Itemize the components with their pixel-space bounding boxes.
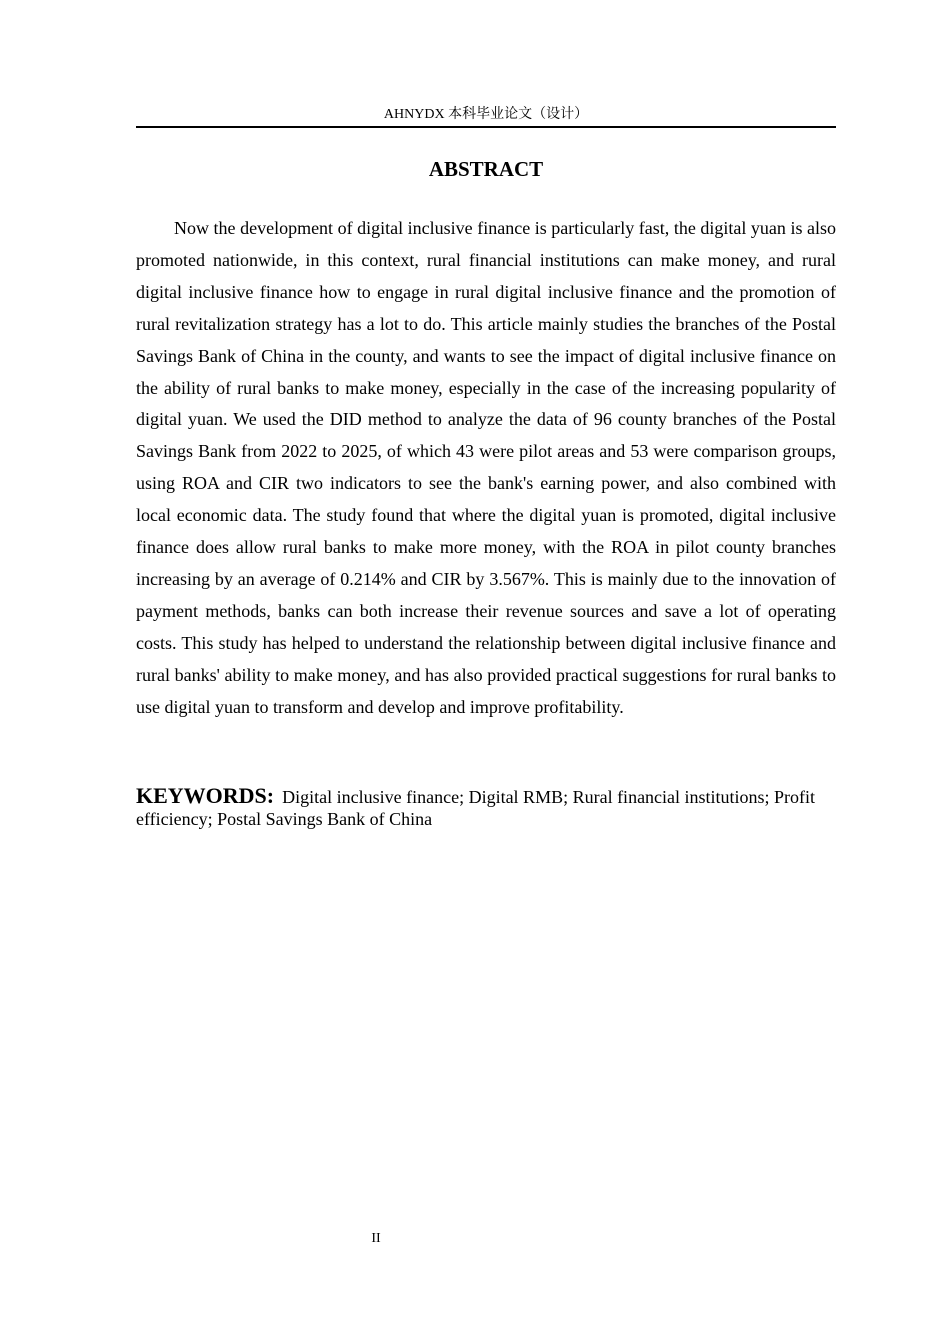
keywords-text: Digital inclusive finance; Digital RMB; Rural financial institutions; Profit efficiency; Postal Savings Bank of China: [136, 787, 816, 829]
header-rule: [136, 126, 836, 128]
keywords-label: KEYWORDS:: [136, 783, 275, 808]
abstract-title: ABSTRACT: [428, 157, 544, 181]
keywords-section: [136, 785, 836, 830]
page-number: II: [371, 1231, 381, 1246]
running-header: AHNYDX 本科毕业论文（设计）: [383, 107, 589, 122]
abstract-body: Now the development of digital inclusive finance is particularly fast, the digital yuan is also promoted nationwide, in this context, rural financial institutions can make money, and rural digital inclusive finance how to engage in rural digital inclusive finance and the promotion of rural revitalization strategy has a lot to do. This article mainly studies the branches of the Postal Savings Bank of China in the county, and wants to see the impact of digital inclusive finance on the ability of rural banks to make money, especially in the case of the increasing popularity of digital yuan. We used the DID method to analyze the data of 96 county branches of the Postal Savings Bank from 2022 to 2025, of which 43 were pilot areas and 53 were comparison groups, using ROA and CIR two indicators to see the bank's earning power, and also combined with local economic data. The study found that where the digital yuan is promoted, digital inclusive finance does allow rural banks to make more money, with the ROA in pilot county branches increasing by an average of 0.214% and CIR by 3.567%. This is mainly due to the innovation of payment methods, banks can both increase their revenue sources and save a lot of operating costs. This study has helped to understand the relationship between digital inclusive finance and rural banks' ability to make money, and has also provided practical suggestions for rural banks to use digital yuan to transform and develop and improve profitability.: [136, 218, 836, 717]
